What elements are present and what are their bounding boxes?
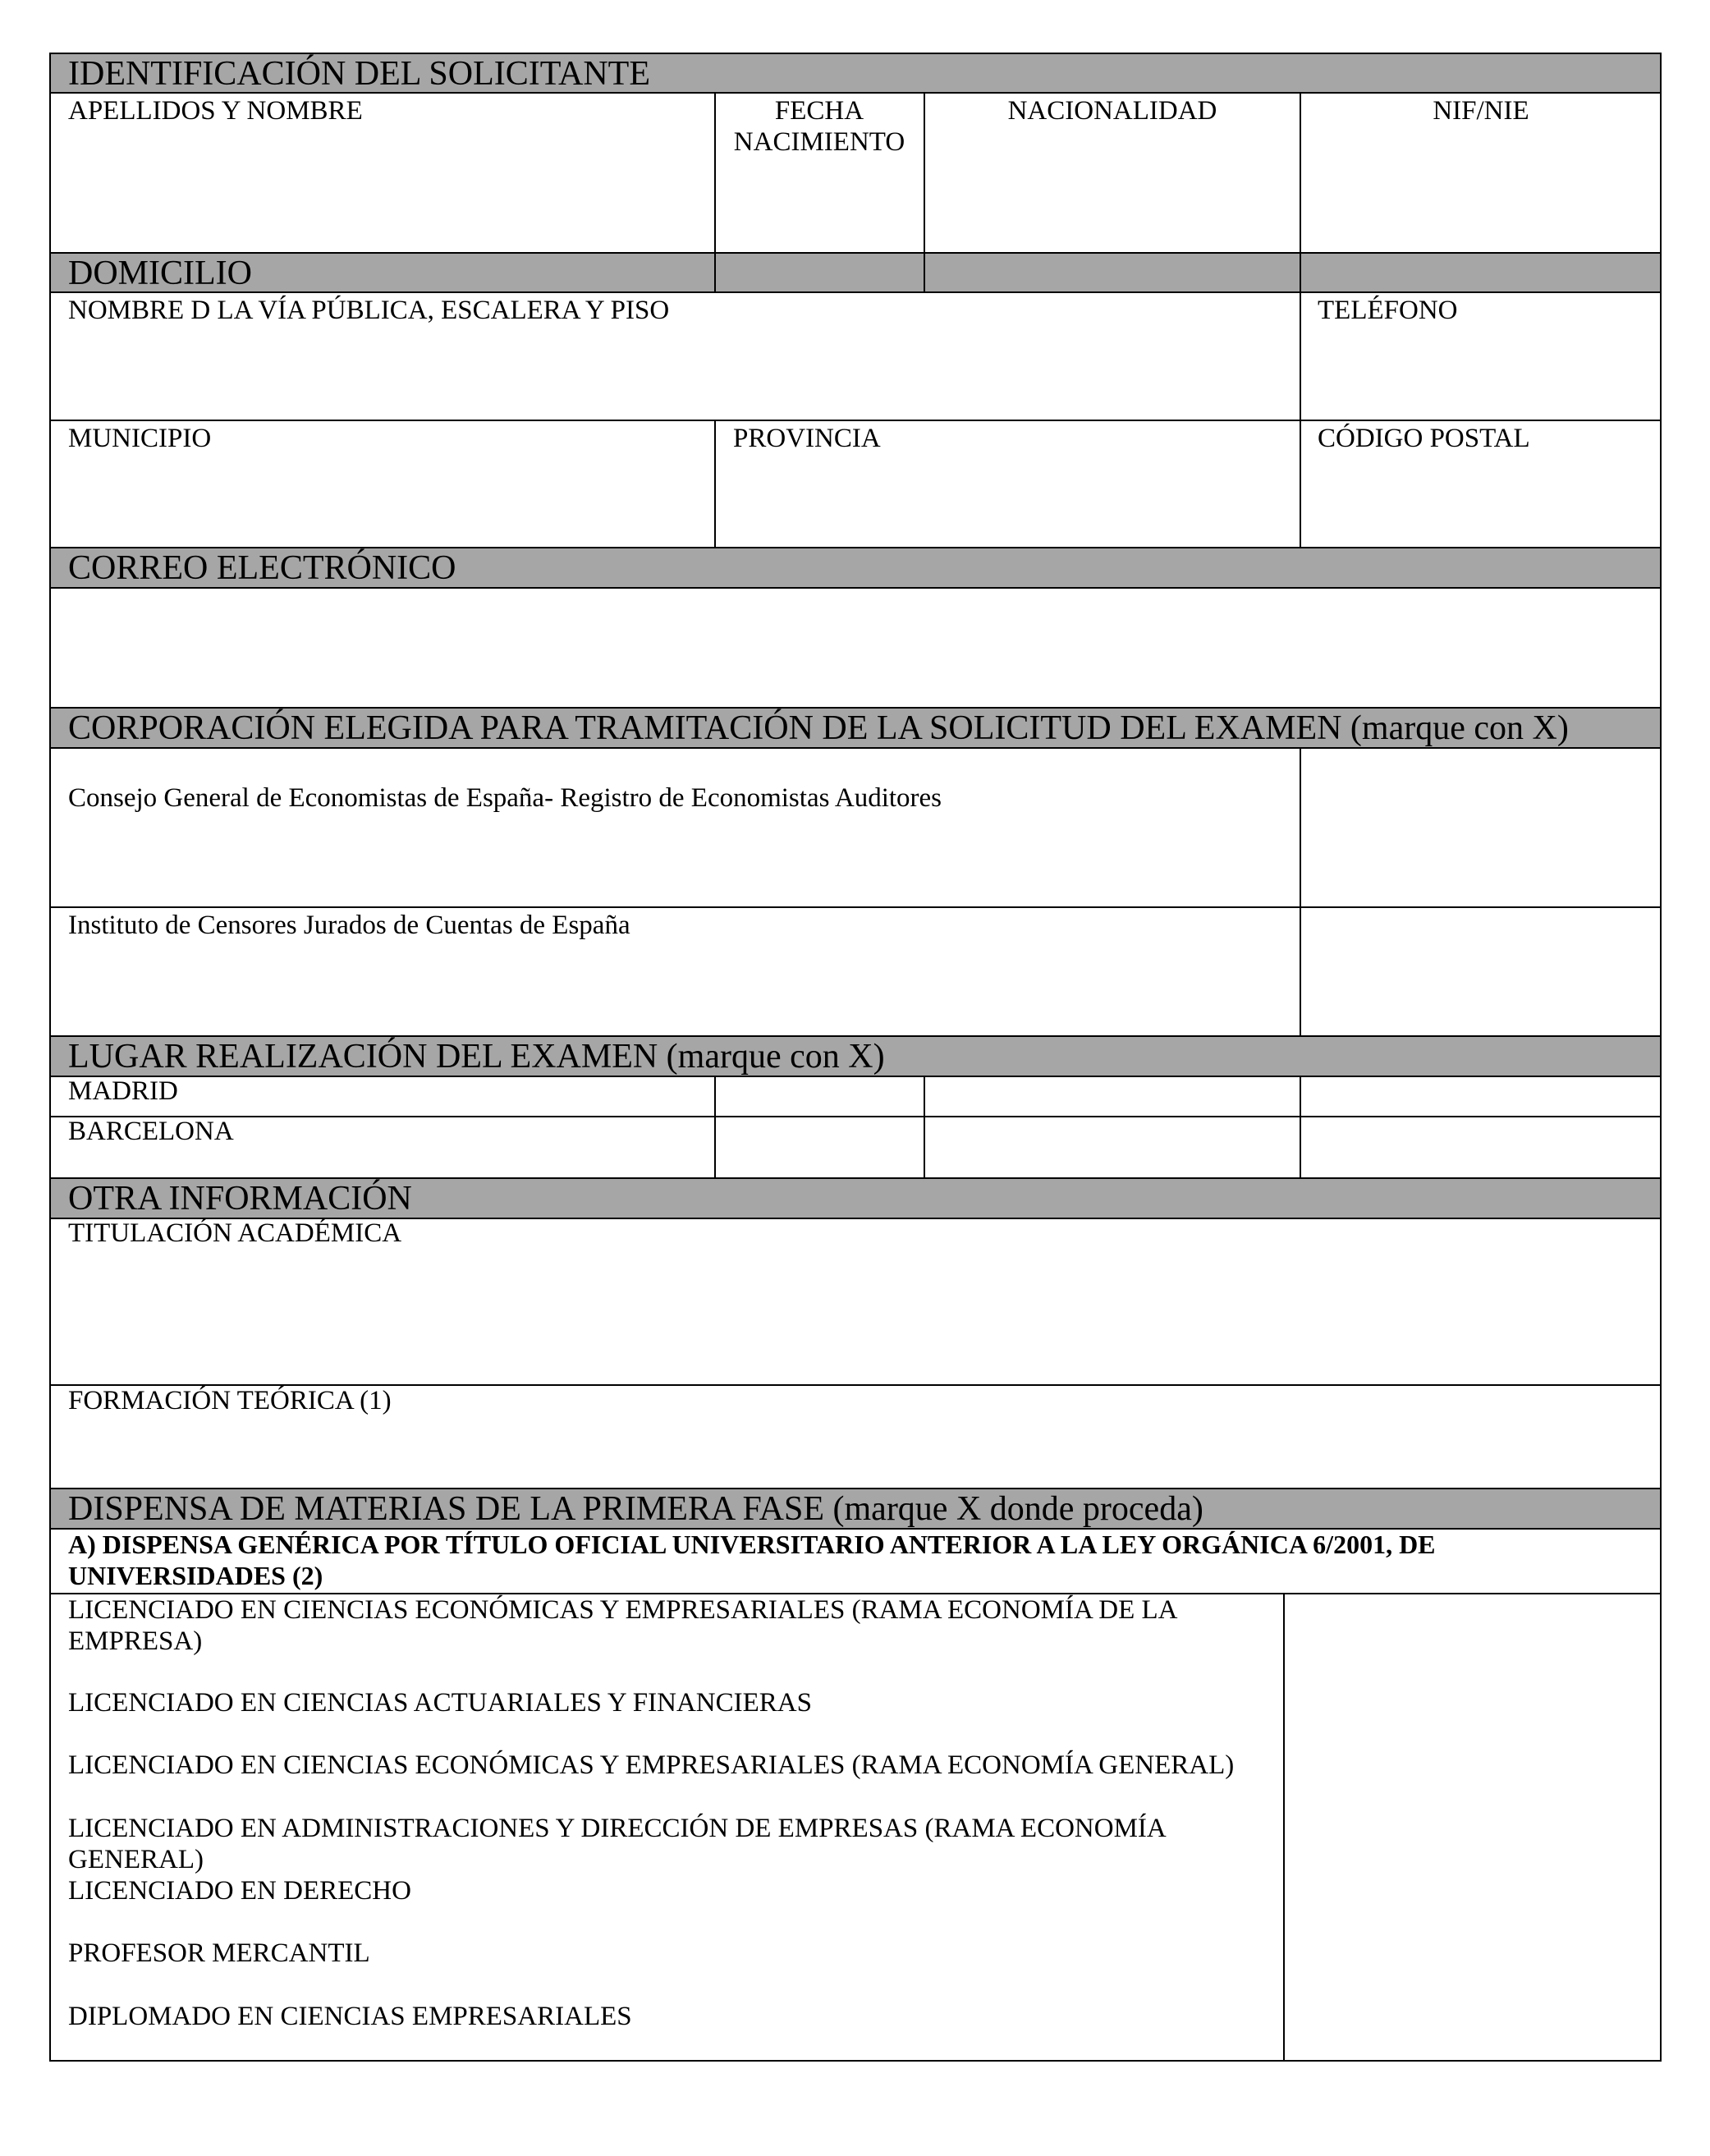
input-provincia[interactable] (717, 456, 1298, 545)
label-provincia: PROVINCIA (733, 424, 881, 453)
label-codigo-postal: CÓDIGO POSTAL (1318, 424, 1530, 453)
label-formacion-teorica: FORMACIÓN TEÓRICA (1) (68, 1386, 392, 1415)
rule (51, 1488, 1660, 1489)
input-titulacion-academica[interactable] (53, 1251, 1658, 1383)
rule (714, 1076, 716, 1179)
rule (1300, 1076, 1301, 1179)
rule (51, 547, 1660, 548)
input-municipio[interactable] (53, 456, 713, 545)
rule (51, 1116, 1660, 1117)
rule (51, 587, 1660, 589)
titulo-economicas-general: LICENCIADO EN CIENCIAS ECONÓMICAS Y EMPRESARIALES (RAMA ECONOMÍA GENERAL) (68, 1750, 1235, 1780)
titulo-actuariales: LICENCIADO EN CIENCIAS ACTUARIALES Y FINANCIERAS (68, 1688, 812, 1718)
section-title-dispensa: DISPENSA DE MATERIAS DE LA PRIMERA FASE (marque X donde proceda) (68, 1490, 1203, 1528)
input-correo-electronico[interactable] (53, 589, 1658, 705)
dispensa-subheader: A) DISPENSA GENÉRICA POR TÍTULO OFICIAL UNIVERSITARIO ANTERIOR A LA LEY ORGÁNICA 6/2001, DE UNIVERSIDADES (2) (68, 1530, 1436, 1590)
label-municipio: MUNICIPIO (68, 424, 212, 453)
checkbox-lugar-madrid[interactable] (717, 1078, 922, 1114)
checkbox-corporacion-instituto[interactable] (1303, 909, 1658, 1034)
section-title-corporacion: CORPORACIÓN ELEGIDA PARA TRAMITACIÓN DE LA SOLICITUD DEL EXAMEN (marque con X) (68, 709, 1569, 747)
rule (51, 906, 1660, 908)
input-nif-nie[interactable] (1303, 131, 1658, 251)
input-apellidos-nombre[interactable] (53, 131, 713, 251)
label-via-publica: NOMBRE D LA VÍA PÚBLICA, ESCALERA Y PISO (68, 296, 670, 325)
section-title-correo: CORREO ELECTRÓNICO (68, 549, 456, 587)
rule (51, 1177, 1660, 1179)
checkbox-lugar-barcelona[interactable] (717, 1118, 922, 1176)
input-fecha-nacimiento[interactable] (717, 164, 922, 251)
corporacion-option-consejo: Consejo General de Economistas de España- Registro de Economistas Auditores (68, 783, 942, 813)
rule (924, 1076, 925, 1179)
input-formacion-teorica[interactable] (53, 1419, 1658, 1486)
rule (1300, 747, 1301, 1037)
titulo-diplomado-empresariales: DIPLOMADO EN CIENCIAS EMPRESARIALES (68, 2002, 632, 2031)
label-nif-nie: NIF/NIE (1433, 96, 1529, 126)
rule (1283, 1593, 1285, 2062)
input-nacionalidad[interactable] (927, 131, 1298, 251)
section-title-lugar: LUGAR REALIZACIÓN DEL EXAMEN (marque con X) (68, 1038, 885, 1076)
header-band-domicilio (51, 254, 1660, 292)
rule (1300, 92, 1301, 292)
input-via-publica[interactable] (53, 328, 1298, 419)
corporacion-option-instituto: Instituto de Censores Jurados de Cuentas de España (68, 911, 630, 940)
label-nacionalidad: NACIONALIDAD (1007, 96, 1217, 126)
titulo-profesor-mercantil: PROFESOR MERCANTIL (68, 1938, 370, 1968)
lugar-option-barcelona: BARCELONA (68, 1117, 234, 1146)
label-fecha-nacimiento: FECHA NACIMIENTO (733, 96, 905, 157)
rule (51, 252, 1660, 254)
titulo-derecho: LICENCIADO EN DERECHO (68, 1876, 411, 1906)
titulo-economicas-empresa: LICENCIADO EN CIENCIAS ECONÓMICAS Y EMPRESARIALES (RAMA ECONOMÍA DE LA EMPRESA) (68, 1595, 1176, 1656)
input-codigo-postal[interactable] (1303, 456, 1658, 545)
rule (714, 92, 716, 292)
label-titulacion-academica: TITULACIÓN ACADÉMICA (68, 1218, 402, 1248)
titulo-ade-general: LICENCIADO EN ADMINISTRACIONES Y DIRECCIÓN DE EMPRESAS (RAMA ECONOMÍA GENERAL) (68, 1814, 1165, 1874)
rule (51, 1035, 1660, 1037)
input-telefono[interactable] (1303, 328, 1658, 419)
rule (51, 420, 1660, 421)
label-apellidos-nombre: APELLIDOS Y NOMBRE (68, 96, 363, 126)
section-title-otra-informacion: OTRA INFORMACIÓN (68, 1180, 412, 1218)
label-telefono: TELÉFONO (1318, 296, 1458, 325)
checkbox-corporacion-consejo[interactable] (1303, 750, 1658, 905)
rule (924, 92, 925, 292)
rule (1300, 291, 1301, 548)
section-title-identificacion: IDENTIFICACIÓN DEL SOLICITANTE (68, 55, 650, 93)
rule (51, 747, 1660, 749)
rule (51, 291, 1660, 293)
checkbox-column-dispensa[interactable] (1286, 1595, 1658, 2060)
rule (714, 420, 716, 548)
rule (51, 707, 1660, 709)
lugar-option-madrid: MADRID (68, 1076, 178, 1106)
rule (51, 1076, 1660, 1077)
section-title-domicilio: DOMICILIO (68, 255, 252, 292)
